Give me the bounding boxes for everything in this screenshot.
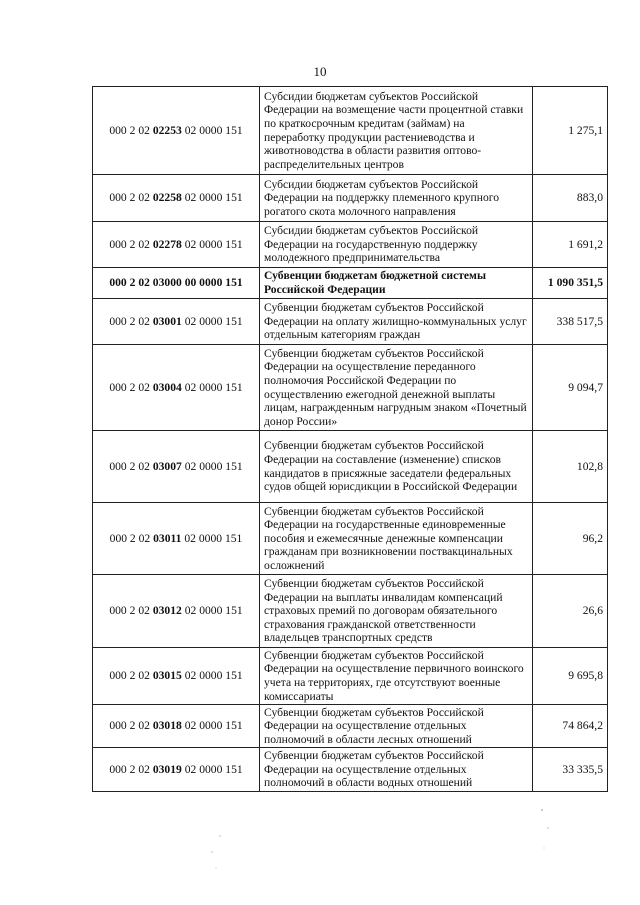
table-row [93,748,608,792]
code-key: 02278 [152,237,182,251]
code-cell [93,648,260,705]
amount-cell: 9 094,7 [533,345,608,431]
table-row-total [93,268,608,299]
amount-cell: 74 864,2 [533,705,608,748]
code-suffix: 02 0000 151 [181,191,243,205]
code-prefix: 000 2 02 [109,314,153,328]
code-suffix: 02 0000 151 [181,237,243,251]
budget-table [92,86,608,792]
code-cell [93,345,260,431]
code-suffix: 02 0000 151 [181,123,243,137]
amount-cell: 1 275,1 [533,87,608,175]
code-cell [93,748,260,792]
code-key: 02253 [152,123,182,137]
amount-cell: 883,0 [533,175,608,222]
table-row [93,705,608,748]
code-suffix: 02 0000 151 [181,604,243,618]
scan-speck [547,827,548,828]
name-cell: Субвенции бюджетам субъектов Российской Федерации на осуществление отдельных полномочий в области водных отношений [260,748,533,792]
amount-cell: 33 335,5 [533,748,608,792]
code-suffix: 02 0000 151 [181,314,243,328]
code-key: 03012 [152,604,182,618]
code-suffix: 02 0000 151 [181,762,243,776]
code-key: 03018 [152,719,182,733]
amount-cell: 96,2 [533,503,608,575]
code-cell [93,268,260,299]
table-row [93,575,608,648]
name-cell: Субвенции бюджетам субъектов Российской Федерации на осуществление первичного воинского учета на территориях, где отсутствуют военные комиссариаты [260,648,533,705]
code-cell [93,705,260,748]
code-cell [93,87,260,175]
scan-speck [219,835,220,836]
code-key: 03004 [152,380,182,394]
code-cell [93,222,260,268]
table-row [93,175,608,222]
code-prefix: 000 2 02 [109,123,153,137]
table-row [93,431,608,503]
table-row [93,503,608,575]
page-number: 10 [313,64,327,79]
scan-speck [541,809,542,810]
code-key: 03019 [152,762,182,776]
table-row [93,87,608,175]
scan-speck [216,868,217,869]
name-cell: Субсидии бюджетам субъектов Российской Федерации на государственную поддержку молодежного предпринимательства [260,222,533,268]
code-key: 03001 [152,314,182,328]
amount-cell: 1 090 351,5 [533,268,608,299]
name-cell: Субсидии бюджетам субъектов Российской Федерации на возмещение части процентной ставки по краткосрочным кредитам (займам) на переработку продукции растениеводства и животноводства в области развития оптово-распределительных центров [260,87,533,175]
code-key: 03007 [152,459,182,473]
amount-cell: 9 695,8 [533,648,608,705]
code-prefix: 000 2 02 [109,191,153,205]
code-suffix: 02 0000 151 [181,719,243,733]
code-suffix: 02 0000 151 [181,459,243,473]
amount-cell: 1 691,2 [533,222,608,268]
name-cell: Субвенции бюджетам субъектов Российской Федерации на осуществление отдельных полномочий в области лесных отношений [260,705,533,748]
code-prefix: 000 2 02 [109,459,153,473]
code-key: 03015 [152,669,182,683]
code-prefix: 000 2 02 03000 00 0000 151 [109,276,243,290]
amount-cell: 338 517,5 [533,299,608,345]
table-row [93,648,608,705]
name-cell: Субвенции бюджетам субъектов Российской Федерации на оплату жилищно-коммунальных услуг отдельным категориям граждан [260,299,533,345]
code-cell [93,575,260,648]
code-cell [93,175,260,222]
name-cell: Субвенции бюджетам субъектов Российской Федерации на государственные единовременные пособия и ежемесячные денежные компенсации гражданам при возникновении поствакцинальных осложнений [260,503,533,575]
code-prefix: 000 2 02 [109,380,153,394]
table-row [93,345,608,431]
code-prefix: 000 2 02 [109,719,153,733]
code-prefix: 000 2 02 [109,762,153,776]
code-key: 03011 [153,531,182,545]
name-cell: Субвенции бюджетам бюджетной системы Российской Федерации [260,268,533,299]
name-cell: Субвенции бюджетам субъектов Российской Федерации на выплаты инвалидам компенсаций страховых премий по договорам обязательного страхования гражданской ответственности владельцев транспортных средств [260,575,533,648]
table-row [93,299,608,345]
name-cell: Субвенции бюджетам субъектов Российской Федерации на составление (изменение) списков кандидатов в присяжные заседатели федеральных судов общей юрисдикции в Российской Федерации [260,431,533,503]
code-cell [93,431,260,503]
name-cell: Субвенции бюджетам субъектов Российской Федерации на осуществление переданного полномочия Российской Федерации по осуществлению ежегодной денежной выплаты лицам, награжденным нагрудным знаком «Почетный донор России» [260,345,533,431]
table-row [93,222,608,268]
code-prefix: 000 2 02 [109,669,153,683]
code-prefix: 000 2 02 [109,604,153,618]
code-prefix: 000 2 02 [109,237,153,251]
scan-speck [544,848,545,849]
code-suffix: 02 0000 151 [181,380,243,394]
name-cell: Субсидии бюджетам субъектов Российской Федерации на поддержку племенного крупного рогатого скота молочного направления [260,175,533,222]
code-suffix: 02 0000 151 [181,669,243,683]
scan-speck [211,851,212,852]
code-prefix: 000 2 02 [109,531,154,545]
amount-cell: 26,6 [533,575,608,648]
code-cell [93,503,260,575]
code-cell [93,299,260,345]
code-suffix: 02 0000 151 [181,531,243,545]
budget-table-body [93,87,608,792]
amount-cell: 102,8 [533,431,608,503]
code-key: 02258 [152,191,182,205]
